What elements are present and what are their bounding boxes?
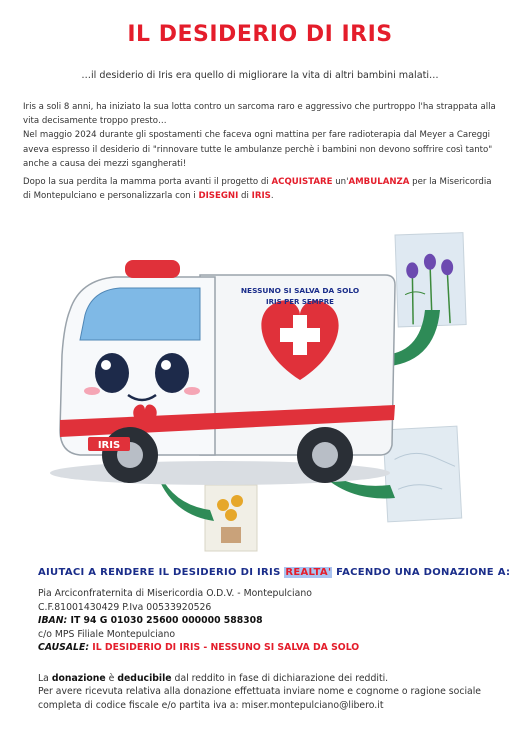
footer-text: è [105, 673, 118, 684]
contact-email[interactable]: completa di codice fiscale e/o partita iva a: miser.montepulciano@libero.it [38, 699, 384, 711]
story-text-span: Dopo la sua perdita la mamma porta avanti il progetto di [23, 177, 272, 188]
story-paragraph-1: Iris a soli 8 anni, ha iniziato la sua lotta contro un sarcoma raro e aggressivo che purtroppo l'ha strappata alla vita decisamente troppo presto… [23, 102, 496, 127]
subtitle: …il desiderio di Iris era quello di migliorare la vita di altri bambini malati… [81, 70, 439, 81]
slogan-line-2: IRIS PER SEMPRE [266, 298, 334, 306]
story-paragraph-3 [23, 175, 499, 203]
ambulance [50, 260, 395, 485]
iban-label: IBAN: [38, 615, 68, 627]
bank-details [38, 587, 498, 655]
highlight-acquistare: ACQUISTARE [271, 177, 333, 188]
story-text [23, 100, 499, 203]
story-paragraph-2: Nel maggio 2024 durante gli spostamenti che faceva ogni mattina per fare radioterapia dal Meyer a Careggi aveva espresso il desiderio di "rinnovare tutte le ambulanze perchè i bambini non devono soffrire così tanto" anche a causa dei mezzi sgangherati! [23, 130, 493, 169]
appeal-highlight: REALTA' [285, 567, 332, 578]
appeal-text: FACENDO UNA DONAZIONE A: [332, 567, 511, 578]
footer-text: La [38, 673, 52, 684]
story-text-span: di [238, 191, 252, 202]
causal-label: CAUSALE: [38, 642, 90, 654]
highlight-disegni: DISEGNI [198, 191, 239, 202]
bank-branch: c/o MPS Filiale Montepulciano [38, 628, 176, 640]
highlight-iris: IRIS [251, 191, 271, 202]
causal [38, 641, 498, 655]
tax-codes: C.F.81001430429 P.Iva 00533920526 [38, 601, 212, 613]
iban [38, 614, 498, 628]
story-text-span: . [270, 191, 274, 202]
page-title: IL DESIDERIO DI IRIS [127, 22, 393, 47]
footer-bold: deducibile [117, 673, 172, 684]
footer-bold: donazione [51, 673, 106, 684]
story-text-span: per la Misericordia di Montepulciano e personalizzarla con i [23, 177, 492, 202]
license-plate: IRIS [97, 440, 121, 451]
story-text-span: un' [332, 177, 349, 188]
beneficiary-name: Pia Arciconfraternita di Misericordia O.D.V. - Montepulciano [38, 588, 312, 599]
receipt-note: Per avere ricevuta relativa alla donazione effettuata inviare nome e cognome o ragione sociale [38, 686, 482, 698]
iban-value[interactable]: IT 94 G 01030 25600 000000 588308 [67, 615, 263, 627]
footer-note [38, 672, 508, 712]
highlight-ambulanza: AMBULANZA [348, 177, 410, 188]
causal-value: IL DESIDERIO DI IRIS - NESSUNO SI SALVA DA SOLO [89, 642, 360, 654]
footer-text: dal reddito in fase di dichiarazione dei redditi. [171, 673, 389, 684]
blue-drawing [383, 426, 462, 522]
slogan-line-1: NESSUNO SI SALVA DA SOLO [240, 286, 360, 295]
donation-appeal [38, 567, 511, 578]
deductible-note [38, 672, 508, 685]
appeal-text: AIUTACI A RENDERE IL DESIDERIO DI IRIS [38, 567, 285, 578]
ambulance-illustration [0, 215, 520, 555]
